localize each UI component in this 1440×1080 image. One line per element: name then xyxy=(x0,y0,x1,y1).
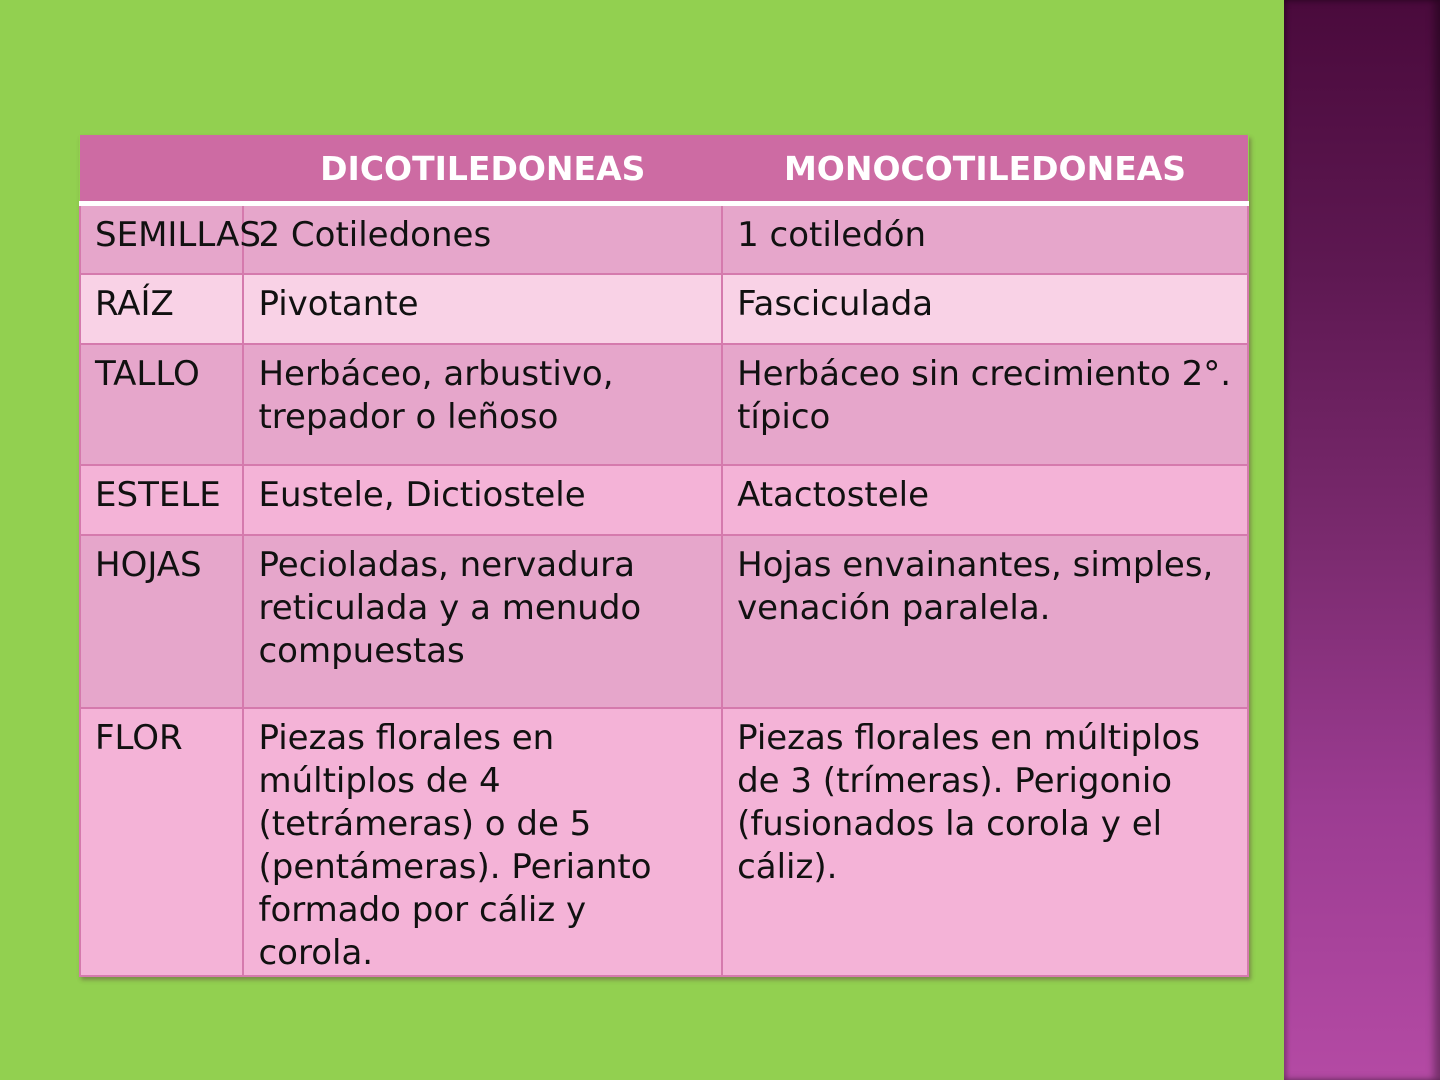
row-label: HOJAS xyxy=(80,535,243,708)
dico-cell: 2 Cotiledones xyxy=(243,204,722,274)
mono-cell: Herbáceo sin crecimiento 2°. típico xyxy=(722,344,1248,465)
dico-cell: Pecioladas, nervadura reticulada y a menudo compuestas xyxy=(243,535,722,708)
row-label: FLOR xyxy=(80,708,243,976)
table-row xyxy=(80,465,1248,535)
table-row xyxy=(80,274,1248,344)
header-empty xyxy=(80,135,243,204)
mono-cell: 1 cotiledón xyxy=(722,204,1248,274)
mono-cell: Piezas florales en múltiplos de 3 (trímeras). Perigonio (fusionados la corola y el cáliz). xyxy=(722,708,1248,976)
row-label: TALLO xyxy=(80,344,243,465)
dico-cell: Piezas florales en múltiplos de 4 (tetrámeras) o de 5 (pentámeras). Perianto formado por cáliz y corola. xyxy=(243,708,722,976)
mono-cell: Fasciculada xyxy=(722,274,1248,344)
table-row xyxy=(80,535,1248,708)
header-monocotiledoneas: MONOCOTILEDONEAS xyxy=(722,135,1248,204)
row-label: RAÍZ xyxy=(80,274,243,344)
row-label: SEMILLAS xyxy=(80,204,243,274)
mono-cell: Hojas envainantes, simples, venación paralela. xyxy=(722,535,1248,708)
comparison-table-container xyxy=(79,135,1249,977)
header-dicotiledoneas: DICOTILEDONEAS xyxy=(243,135,722,204)
table-row xyxy=(80,344,1248,465)
row-label: ESTELE xyxy=(80,465,243,535)
comparison-table xyxy=(79,135,1249,977)
decorative-side-band xyxy=(1284,0,1440,1080)
dico-cell: Herbáceo, arbustivo, trepador o leñoso xyxy=(243,344,722,465)
mono-cell: Atactostele xyxy=(722,465,1248,535)
table-row xyxy=(80,204,1248,274)
table-header-row xyxy=(80,135,1248,204)
dico-cell: Pivotante xyxy=(243,274,722,344)
dico-cell: Eustele, Dictiostele xyxy=(243,465,722,535)
table-row xyxy=(80,708,1248,976)
